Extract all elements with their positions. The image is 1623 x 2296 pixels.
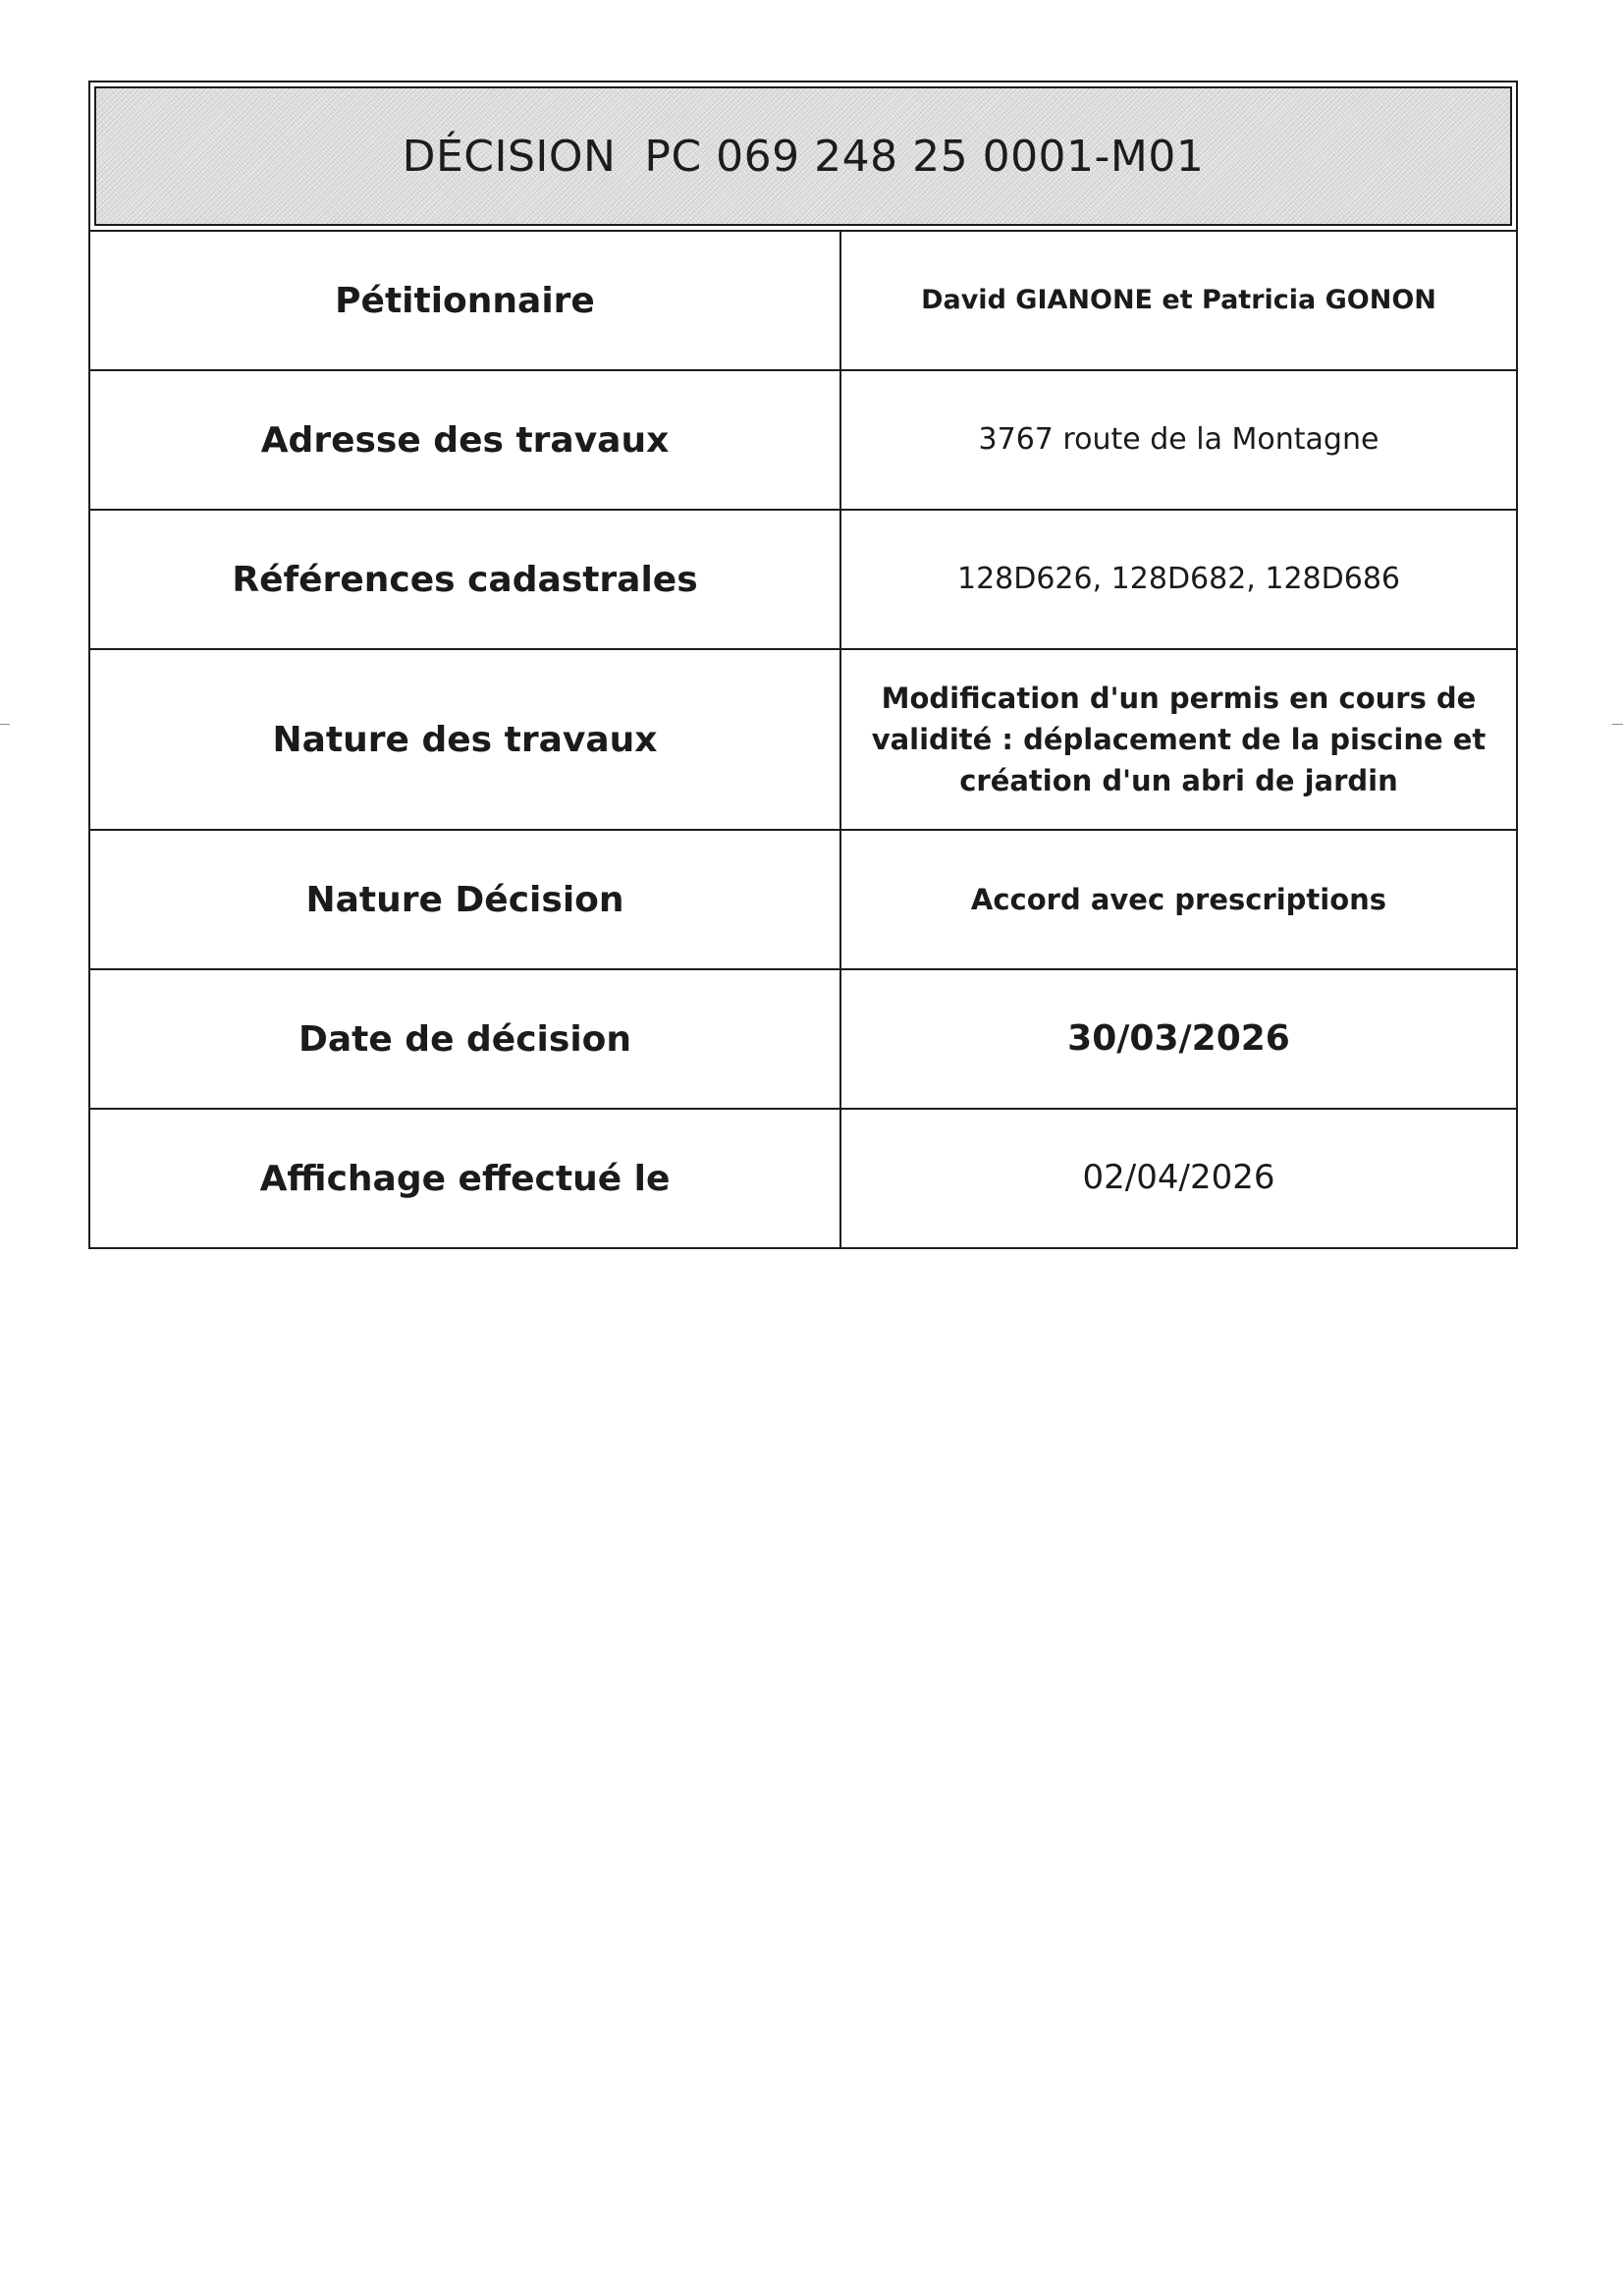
row-label: Affichage effectué le — [89, 1109, 840, 1248]
decision-table — [88, 230, 1518, 1249]
decision-frame — [88, 81, 1518, 1249]
row-value: 30/03/2026 — [840, 969, 1517, 1109]
row-value: Accord avec prescriptions — [840, 830, 1517, 969]
table-row-date-decision — [89, 969, 1517, 1109]
row-label: Références cadastrales — [89, 510, 840, 649]
scan-edge-mark — [0, 724, 10, 725]
table-row-nature-travaux — [89, 649, 1517, 830]
row-value: Modification d'un permis en cours de validité : déplacement de la piscine et création d'un abri de jardin — [840, 649, 1517, 830]
row-value: 02/04/2026 — [840, 1109, 1517, 1248]
table-row-references — [89, 510, 1517, 649]
table-row-adresse — [89, 370, 1517, 510]
table-row-affichage — [89, 1109, 1517, 1248]
row-label: Nature Décision — [89, 830, 840, 969]
row-value: 3767 route de la Montagne — [840, 370, 1517, 510]
table-row-petitionnaire — [89, 231, 1517, 370]
decision-title: DÉCISION PC 069 248 25 0001-M01 — [402, 131, 1205, 182]
title-banner — [94, 86, 1512, 226]
row-label: Date de décision — [89, 969, 840, 1109]
title-box — [88, 81, 1518, 232]
row-label: Pétitionnaire — [89, 231, 840, 370]
row-label: Nature des travaux — [89, 649, 840, 830]
row-label: Adresse des travaux — [89, 370, 840, 510]
row-value: 128D626, 128D682, 128D686 — [840, 510, 1517, 649]
table-row-nature-decision — [89, 830, 1517, 969]
row-value: David GIANONE et Patricia GONON — [840, 231, 1517, 370]
scan-edge-mark — [1612, 724, 1623, 725]
